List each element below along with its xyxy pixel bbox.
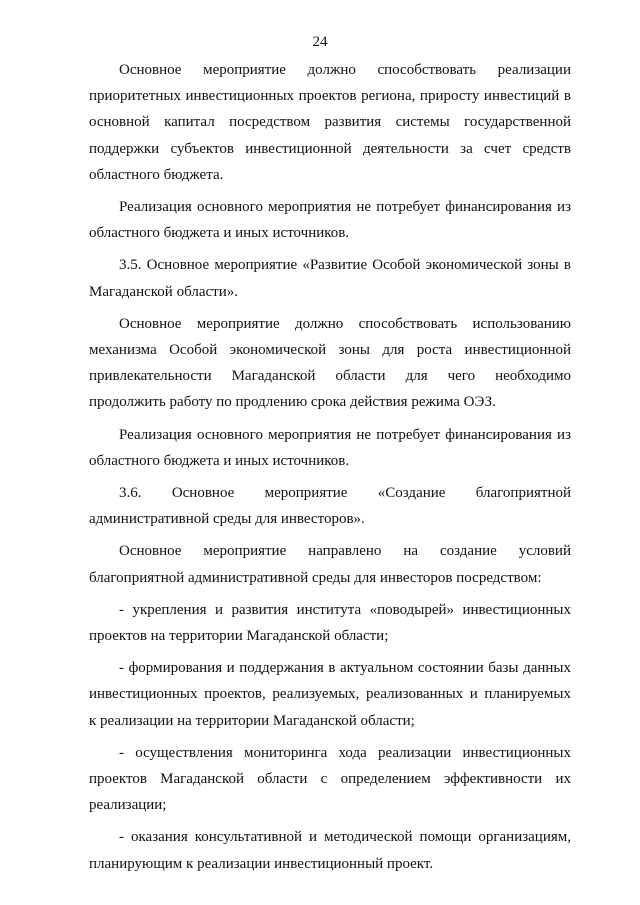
text-line: областного бюджета. (89, 166, 224, 183)
text-line: проектов на территории Магаданской области; (89, 628, 389, 645)
list-item-consulting-help (89, 824, 571, 876)
paragraph-no-funding-1 (89, 194, 571, 246)
text-line: продолжить работу по продлению срока действия режима ОЭЗ. (89, 394, 496, 411)
text-line: - формирования и поддержания в актуальном состоянии базы данных (119, 660, 571, 677)
text-line: - оказания консультативной и методической помощи организациям, (119, 829, 571, 846)
paragraph-main-activity-investment (89, 57, 571, 188)
list-item-monitoring (89, 740, 571, 819)
text-line: Основное мероприятие направлено на создание условий (119, 543, 571, 560)
text-line: Реализация основного мероприятия не потребует финансирования из (119, 199, 571, 216)
text-line: основной капитал посредством развития системы государственной (89, 114, 571, 131)
text-line: привлекательности Магаданской области для чего необходимо (89, 368, 571, 385)
document-body (89, 57, 571, 877)
text-line: реализации; (89, 797, 167, 814)
text-line: областного бюджета и иных источников. (89, 452, 350, 469)
text-line: Магаданской области». (89, 283, 238, 300)
text-line: приоритетных инвестиционных проектов региона, приросту инвестиций в (89, 88, 571, 105)
text-line: благоприятной административной среды для инвесторов посредством: (89, 569, 542, 586)
text-line: Основное мероприятие должно способствовать использованию (119, 315, 571, 332)
paragraph-admin-environment (89, 538, 571, 590)
text-line: Основное мероприятие должно способствовать реализации (119, 62, 571, 78)
text-line: инвестиционных проектов, реализуемых, реализованных и планируемых (89, 686, 571, 703)
text-line: Реализация основного мероприятия не потребует финансирования из (119, 426, 571, 443)
list-item-guides-institute (89, 597, 571, 649)
page-number: 24 (312, 34, 328, 50)
text-line: 3.5. Основное мероприятие «Развитие Особой экономической зоны в (119, 257, 571, 274)
text-line: административной среды для инвесторов». (89, 511, 365, 528)
text-line: к реализации на территории Магаданской области; (89, 712, 415, 729)
text-line: - укрепления и развития института «поводырей» инвестиционных (119, 601, 571, 618)
text-line: 3.6. Основное мероприятие «Создание благоприятной (119, 485, 571, 502)
list-item-project-database (89, 655, 571, 734)
paragraph-section-3-6-heading (89, 480, 571, 532)
text-line: поддержки субъектов инвестиционной деятельности за счет средств (89, 140, 571, 157)
text-line: планирующим к реализации инвестиционный проект. (89, 855, 434, 872)
text-line: проектов Магаданской области с определением эффективности их (89, 771, 571, 788)
text-line: областного бюджета и иных источников. (89, 225, 350, 242)
text-line: - осуществления мониторинга хода реализации инвестиционных (119, 744, 571, 761)
paragraph-no-funding-2 (89, 422, 571, 474)
paragraph-sez-mechanism (89, 311, 571, 416)
text-line: механизма Особой экономической зоны для роста инвестиционной (89, 342, 571, 359)
paragraph-section-3-5-heading (89, 252, 571, 304)
